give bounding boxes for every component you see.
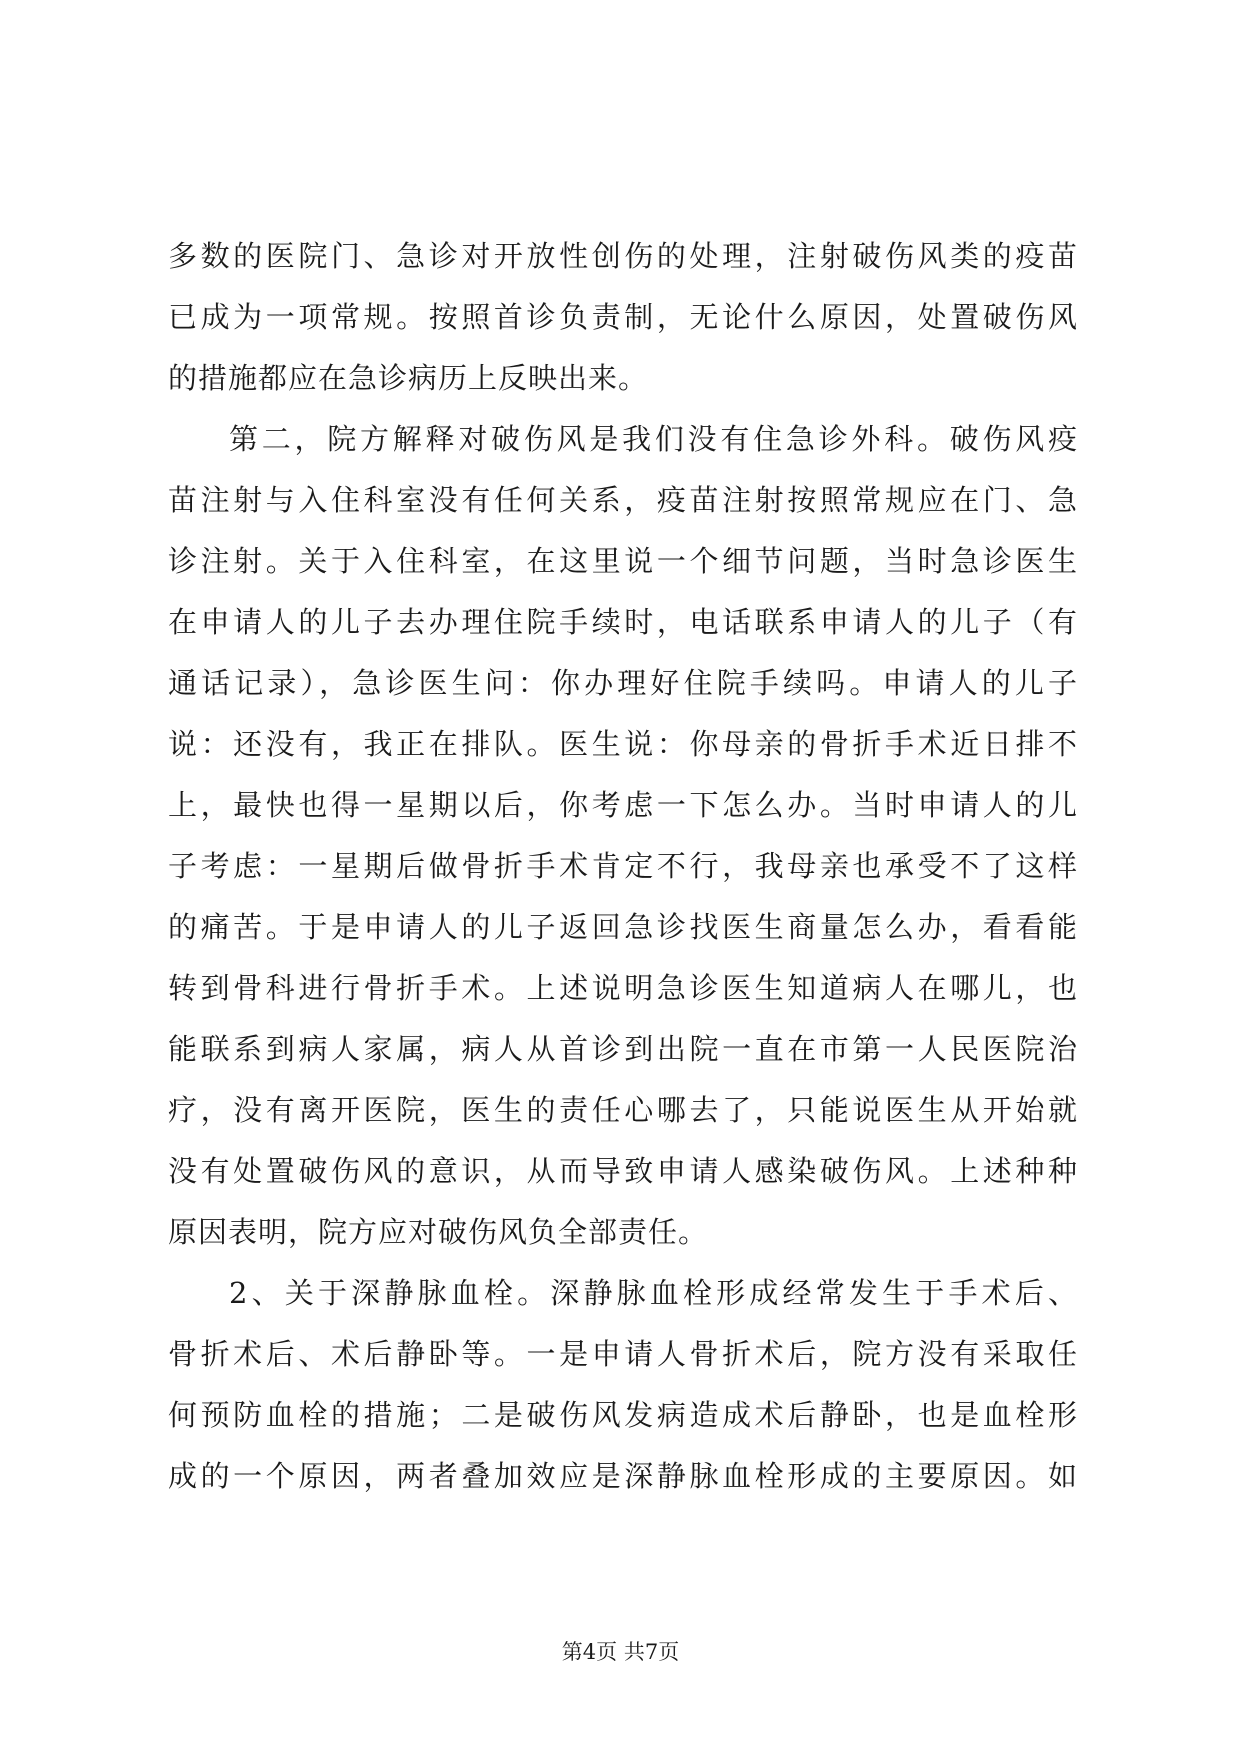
text-line: 在申请人的儿子去办理住院手续时，电话联系申请人的儿子（有 [168, 605, 1078, 639]
text-line: 的痛苦。于是申请人的儿子返回急诊找医生商量怎么办，看看能 [168, 910, 1078, 944]
text-line: 苗注射与入住科室没有任何关系，疫苗注射按照常规应在门、急 [168, 483, 1078, 517]
text-line: 没有处置破伤风的意识，从而导致申请人感染破伤风。上述种种 [168, 1154, 1078, 1188]
page-number-footer: 第4页 共7页 [561, 1640, 680, 1664]
text-line: 诊注射。关于入住科室，在这里说一个细节问题，当时急诊医生 [168, 544, 1078, 578]
text-line: 已成为一项常规。按照首诊负责制，无论什么原因，处置破伤风 [168, 300, 1078, 334]
text-line: 通话记录），急诊医生问：你办理好住院手续吗。申请人的儿子 [168, 666, 1078, 700]
text-line: 2、关于深静脉血栓。深静脉血栓形成经常发生于手术后、 [229, 1276, 1078, 1310]
text-line: 疗，没有离开医院，医生的责任心哪去了，只能说医生从开始就 [168, 1093, 1078, 1127]
text-line: 第二，院方解释对破伤风是我们没有住急诊外科。破伤风疫 [229, 422, 1078, 456]
body-text [168, 226, 1078, 1507]
text-line: 上，最快也得一星期以后，你考虑一下怎么办。当时申请人的儿 [168, 788, 1078, 822]
text-line: 多数的医院门、急诊对开放性创伤的处理，注射破伤风类的疫苗 [168, 239, 1078, 273]
text-line: 转到骨科进行骨折手术。上述说明急诊医生知道病人在哪儿，也 [168, 971, 1078, 1005]
text-line: 成的一个原因，两者叠加效应是深静脉血栓形成的主要原因。如 [168, 1459, 1078, 1493]
text-line: 的措施都应在急诊病历上反映出来。 [168, 361, 649, 395]
text-line: 何预防血栓的措施；二是破伤风发病造成术后静卧，也是血栓形 [168, 1398, 1078, 1432]
text-line: 说：还没有，我正在排队。医生说：你母亲的骨折手术近日排不 [168, 727, 1078, 761]
text-line: 原因表明，院方应对破伤风负全部责任。 [168, 1215, 709, 1249]
text-line: 子考虑：一星期后做骨折手术肯定不行，我母亲也承受不了这样 [168, 849, 1078, 883]
text-line: 能联系到病人家属，病人从首诊到出院一直在市第一人民医院治 [168, 1032, 1078, 1066]
text-line: 骨折术后、术后静卧等。一是申请人骨折术后，院方没有采取任 [168, 1337, 1078, 1371]
